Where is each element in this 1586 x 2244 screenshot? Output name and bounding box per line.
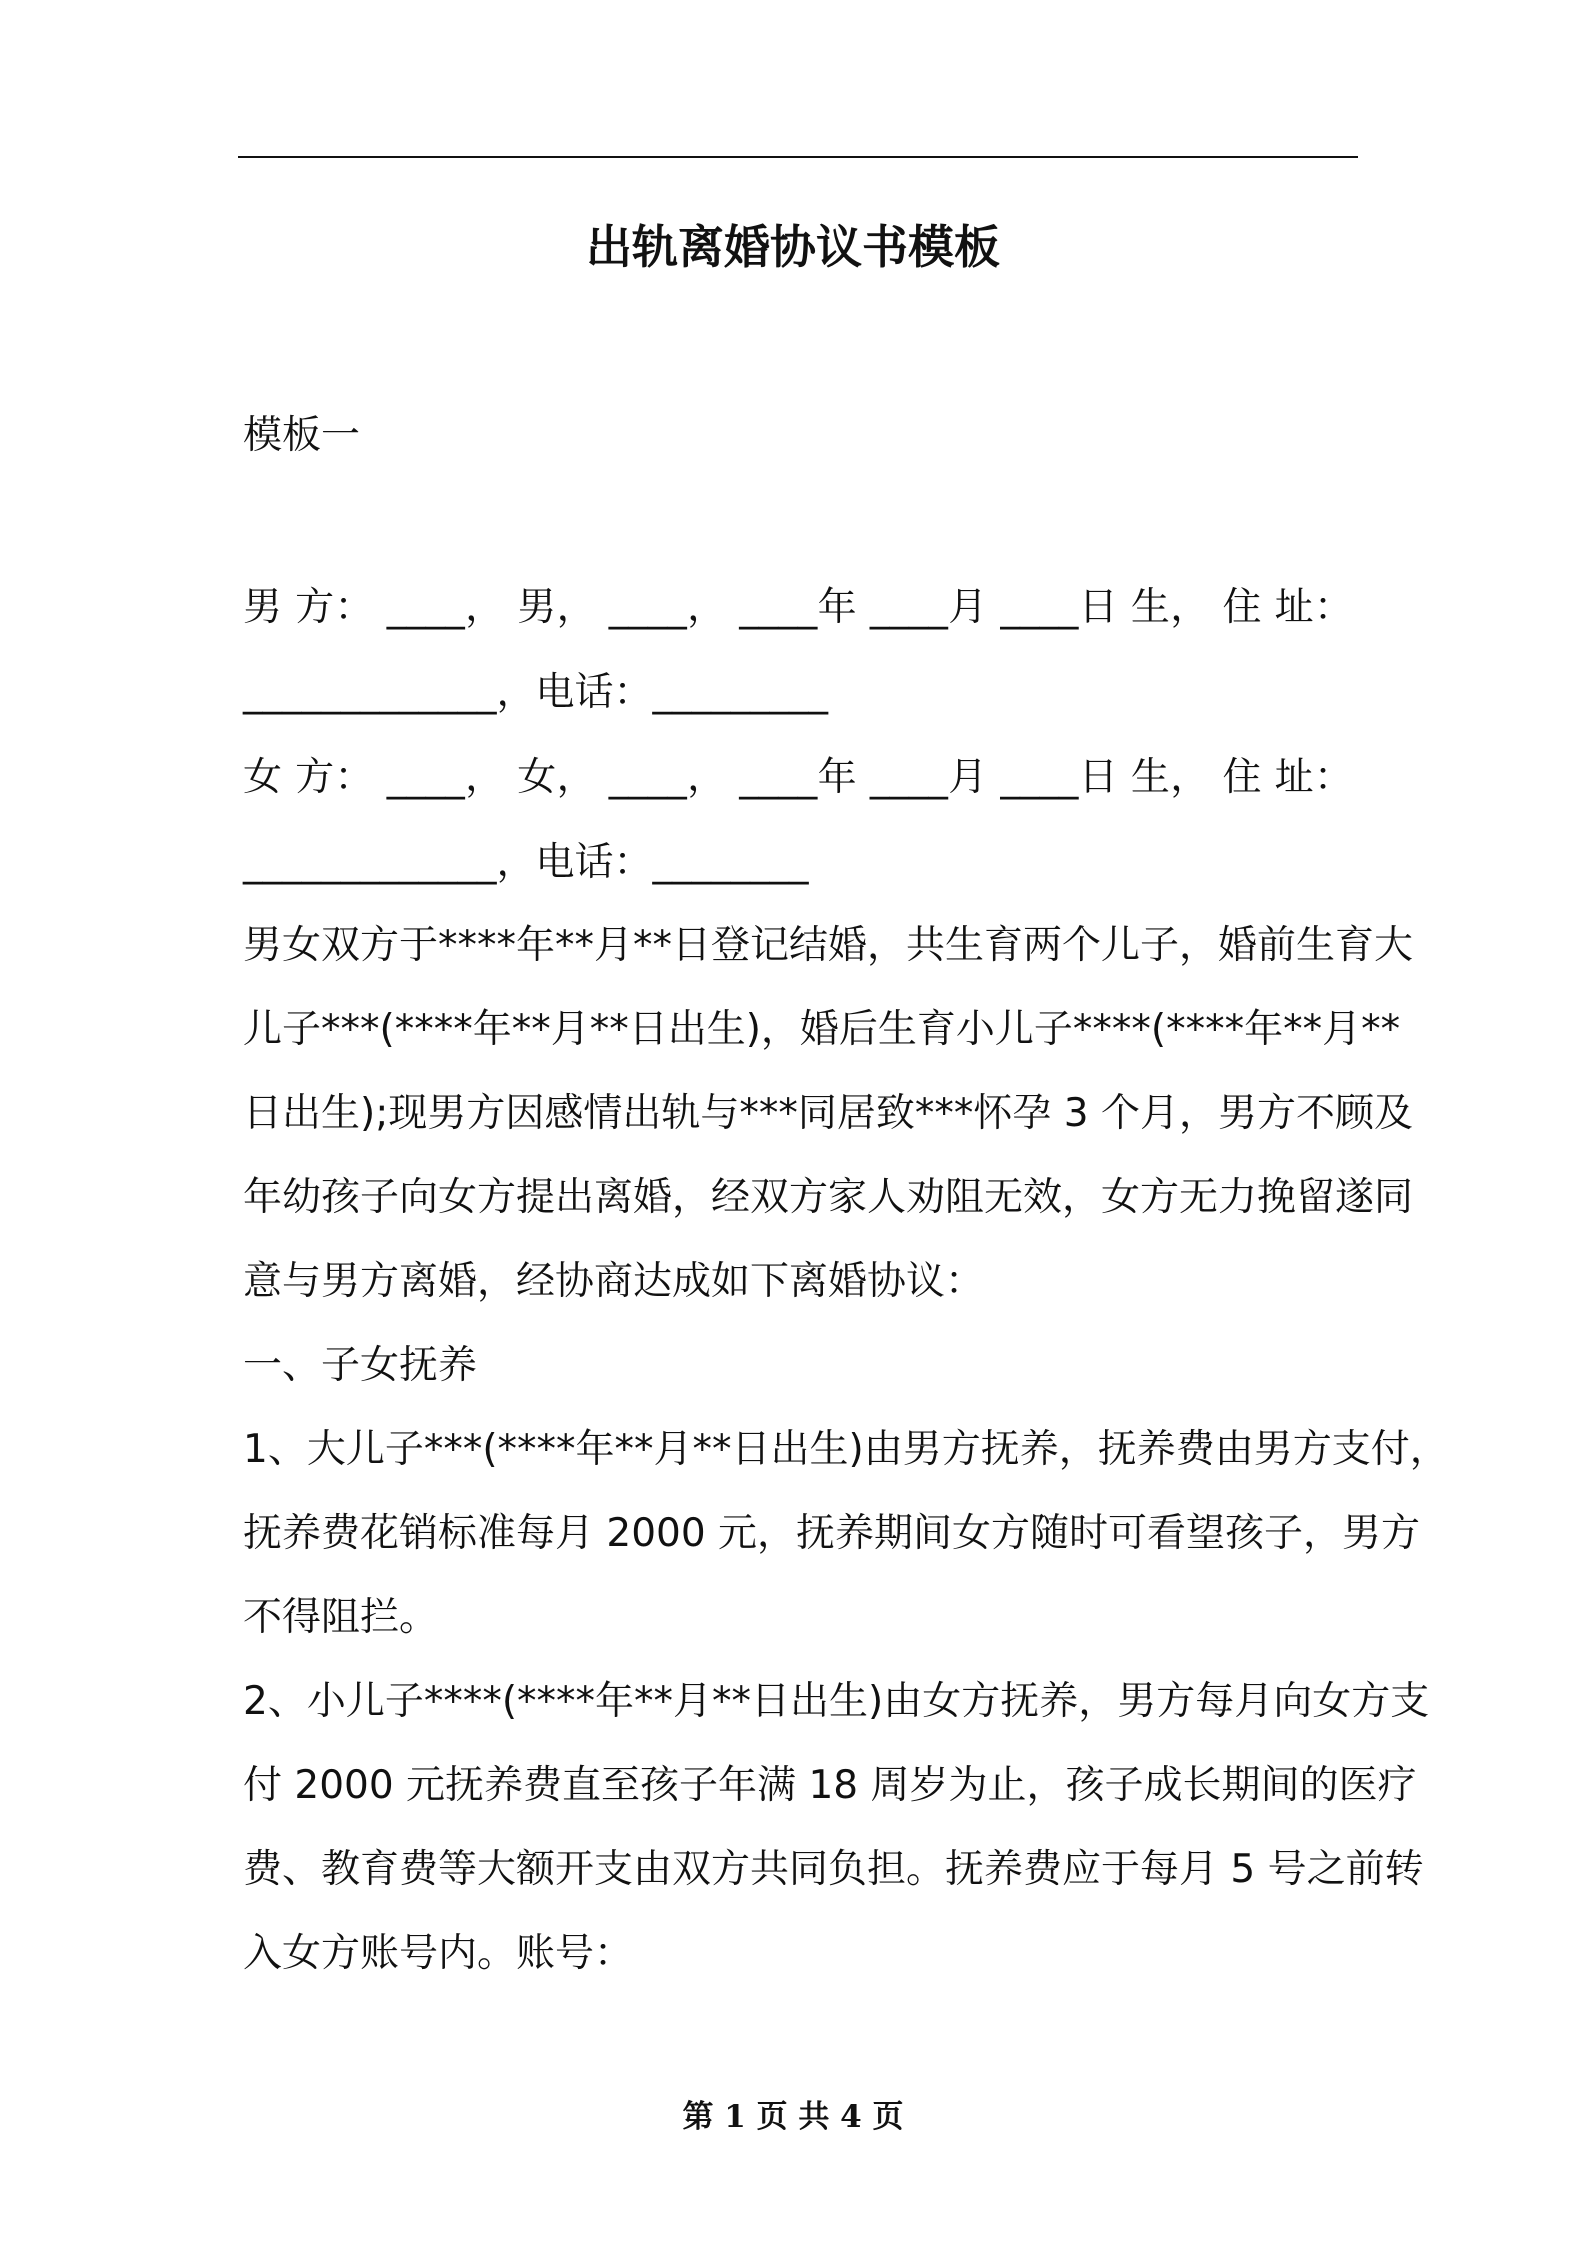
text-line-female-contact: _____________，电话：________ bbox=[243, 840, 809, 885]
text-line-clause: 抚养费花销标准每月 2000 元，抚养期间女方随时可看望孩子，男方 bbox=[243, 1511, 1421, 1556]
text-line-body: 意与男方离婚，经协商达成如下离婚协议： bbox=[243, 1259, 985, 1304]
text-line-clause: 入女方账号内。账号： bbox=[243, 1931, 634, 1976]
document-title: 出轨离婚协议书模板 bbox=[586, 220, 1000, 274]
text-line-clause: 不得阻拦。 bbox=[243, 1595, 439, 1640]
text-line-body: 儿子***(****年**月**日出生)，婚后生育小儿子****(****年**月** bbox=[243, 1007, 1401, 1052]
text-line-body: 日出生);现男方因感情出轨与***同居致***怀孕 3 个月，男方不顾及 bbox=[243, 1091, 1413, 1136]
text-line-clause: 费、教育费等大额开支由双方共同负担。抚养费应于每月 5 号之前转 bbox=[243, 1847, 1424, 1892]
text-line-clause: 付 2000 元抚养费直至孩子年满 18 周岁为止，孩子成长期间的医疗 bbox=[243, 1763, 1417, 1808]
text-line-clause: 1、大儿子***(****年**月**日出生)由男方抚养，抚养费由男方支付， bbox=[243, 1427, 1449, 1472]
section-label: 模板一 bbox=[243, 413, 361, 458]
text-line-body: 男女双方于****年**月**日登记结婚，共生育两个儿子，婚前生育大 bbox=[243, 923, 1414, 968]
section-heading-child-custody: 一、子女抚养 bbox=[243, 1343, 478, 1388]
text-line-body: 年幼孩子向女方提出离婚，经双方家人劝阻无效，女方无力挽留遂同 bbox=[243, 1175, 1414, 1220]
text-line-clause: 2、小儿子****(****年**月**日出生)由女方抚养，男方每月向女方支 bbox=[243, 1679, 1430, 1724]
text-line-male-contact: _____________，电话：_________ bbox=[243, 670, 829, 715]
page-number: 第 1 页 共 4 页 bbox=[682, 2099, 904, 2135]
text-line-female-party: 女 方： ____， 女， ____， ____年 ____月 ____日 生， 住 址： bbox=[243, 755, 1353, 800]
header-rule bbox=[238, 156, 1358, 158]
text-line-male-party: 男 方： ____， 男， ____， ____年 ____月 ____日 生， 住 址： bbox=[243, 585, 1353, 630]
